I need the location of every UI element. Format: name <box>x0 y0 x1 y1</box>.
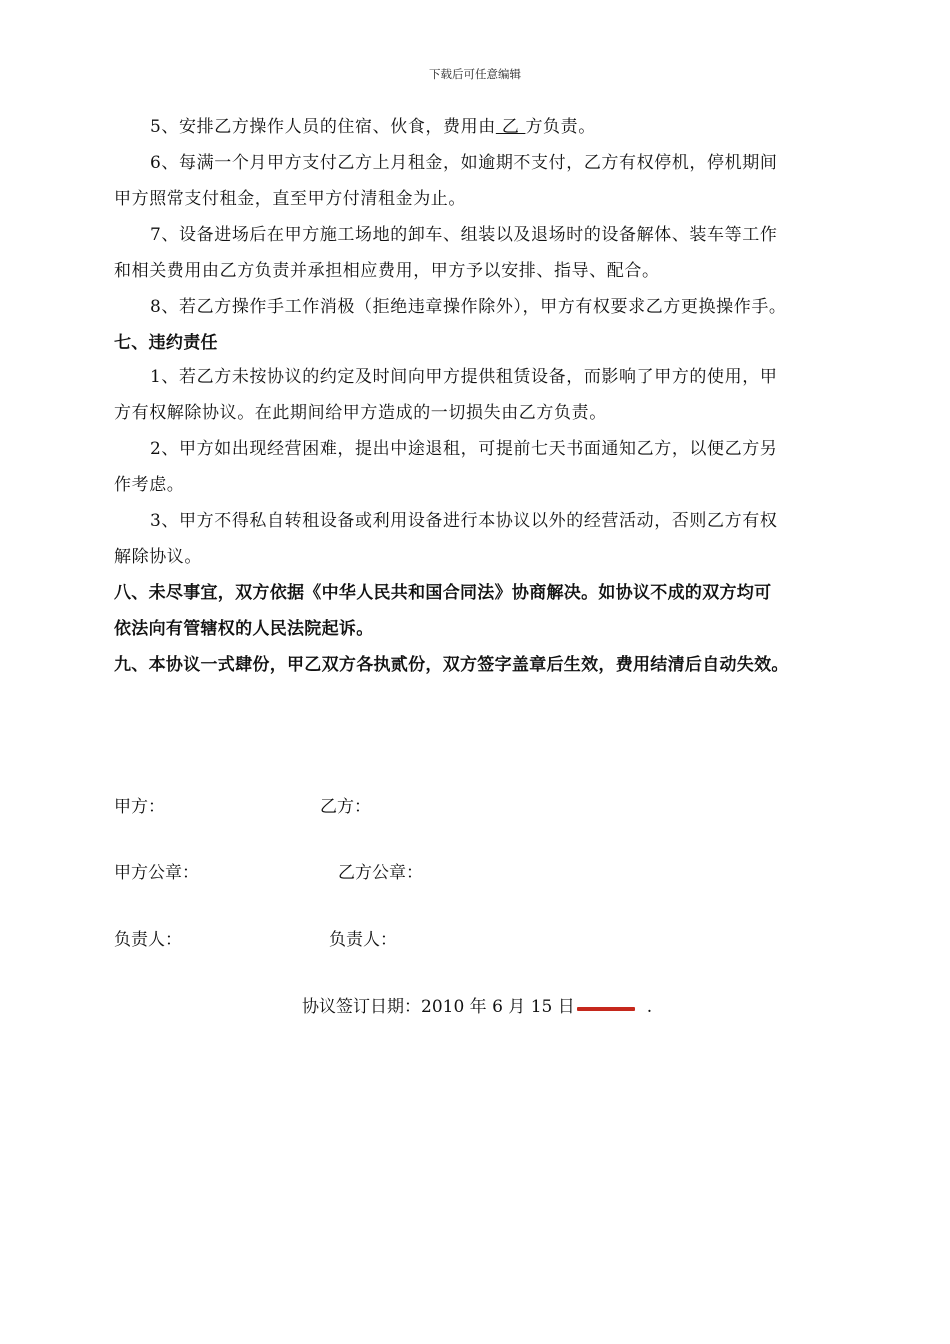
breach-2-line-1: 2、甲方如出现经营困难，提出中途退租，可提前七天书面通知乙方，以便乙方另 <box>150 439 778 459</box>
signing-date <box>302 996 652 1018</box>
breach-3-line-2: 解除协议。 <box>114 547 202 567</box>
party-b-label: 乙方： <box>320 797 371 817</box>
clause-5 <box>150 116 850 138</box>
clause-5-text-after: 方负责。 <box>525 117 596 137</box>
party-a-seal-label: 甲方公章： <box>114 863 199 883</box>
clause-6-line-1: 6、每满一个月甲方支付乙方上月租金，如逾期不支付，乙方有权停机，停机期间 <box>150 153 778 173</box>
breach-1-line-2: 方有权解除协议。在此期间给甲方造成的一切损失由乙方负责。 <box>114 403 607 423</box>
section-7-title: 七、违约责任 <box>114 333 218 353</box>
section-8-line-2: 依法向有管辖权的人民法院起诉。 <box>114 619 374 639</box>
signing-date-period: . <box>646 997 653 1017</box>
party-b-seal-label: 乙方公章： <box>338 863 423 883</box>
signing-date-text: 协议签订日期：2010 年 6 月 15 日 <box>302 997 575 1017</box>
clause-5-underlined-party: 乙 <box>495 117 526 137</box>
party-b-representative-label: 负责人： <box>329 930 397 950</box>
clause-6-line-2: 甲方照常支付租金，直至甲方付清租金为止。 <box>114 189 466 209</box>
clause-8-line-1: 8、若乙方操作手工作消极（拒绝违章操作除外），甲方有权要求乙方更换操作手。 <box>150 297 787 317</box>
clause-7-line-1: 7、设备进场后在甲方施工场地的卸车、组装以及退场时的设备解体、装车等工作 <box>150 225 778 245</box>
clause-7-line-2: 和相关费用由乙方负责并承担相应费用，甲方予以安排、指导、配合。 <box>114 261 660 281</box>
party-a-label: 甲方： <box>114 797 165 817</box>
red-underline-mark <box>577 1007 635 1011</box>
section-9-line-1: 九、本协议一式肆份，甲乙双方各执贰份，双方签字盖章后生效，费用结清后自动失效。 <box>114 655 789 675</box>
clause-5-text-before: 5、安排乙方操作人员的住宿、伙食，费用由 <box>150 117 496 137</box>
breach-3-line-1: 3、甲方不得私自转租设备或利用设备进行本协议以外的经营活动，否则乙方有权 <box>150 511 778 531</box>
breach-2-line-2: 作考虑。 <box>114 475 185 495</box>
breach-1-line-1: 1、若乙方未按协议的约定及时间向甲方提供租赁设备，而影响了甲方的使用，甲 <box>150 367 778 387</box>
section-8-line-1: 八、未尽事宜，双方依据《中华人民共和国合同法》协商解决。如协议不成的双方均可 <box>114 583 772 603</box>
party-a-representative-label: 负责人： <box>114 930 182 950</box>
page-header: 下载后可任意编辑 <box>429 67 521 81</box>
